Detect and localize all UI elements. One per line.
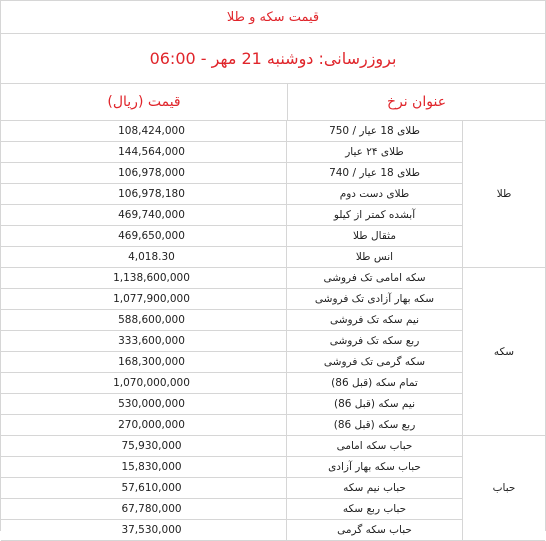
category-cell: طلا bbox=[463, 121, 546, 268]
rate-name-cell: سکه بهار آزادی تک فروشی bbox=[287, 289, 463, 310]
rate-name-cell: حباب سکه گرمی bbox=[287, 520, 463, 541]
price-cell: 1,077,900,000 bbox=[1, 289, 287, 310]
category-cell: حباب bbox=[463, 436, 546, 541]
price-table bbox=[1, 121, 545, 541]
price-cell: 270,000,000 bbox=[1, 415, 287, 436]
rate-name-cell: حباب ربع سکه bbox=[287, 499, 463, 520]
rate-name-cell: طلای 18 عیار / 750 bbox=[287, 121, 463, 142]
rate-name-cell: حباب نیم سکه bbox=[287, 478, 463, 499]
rate-name-cell: نیم سکه تک فروشی bbox=[287, 310, 463, 331]
price-cell: 469,740,000 bbox=[1, 205, 287, 226]
price-cell: 75,930,000 bbox=[1, 436, 287, 457]
price-cell: 15,830,000 bbox=[1, 457, 287, 478]
rate-name-cell: ربع سکه (قبل 86) bbox=[287, 415, 463, 436]
price-cell: 588,600,000 bbox=[1, 310, 287, 331]
header-price: قیمت (ریال) bbox=[107, 94, 181, 110]
rate-name-cell: حباب سکه امامی bbox=[287, 436, 463, 457]
price-cell: 106,978,180 bbox=[1, 184, 287, 205]
rate-name-cell: حباب سکه بهار آزادی bbox=[287, 457, 463, 478]
price-cell: 37,530,000 bbox=[1, 520, 287, 541]
rate-name-cell: سکه امامی تک فروشی bbox=[287, 268, 463, 289]
widget-title: قیمت سکه و طلا bbox=[1, 0, 545, 34]
price-cell: 1,138,600,000 bbox=[1, 268, 287, 289]
rate-name-cell: طلای ۲۴ عیار bbox=[287, 142, 463, 163]
rate-name-cell: سکه گرمی تک فروشی bbox=[287, 352, 463, 373]
price-cell: 67,780,000 bbox=[1, 499, 287, 520]
table-row bbox=[1, 436, 545, 457]
price-cell: 530,000,000 bbox=[1, 394, 287, 415]
rate-name-cell: مثقال طلا bbox=[287, 226, 463, 247]
rate-name-cell: تمام سکه (قبل 86) bbox=[287, 373, 463, 394]
price-cell: 57,610,000 bbox=[1, 478, 287, 499]
rate-name-cell: طلای 18 عیار / 740 bbox=[287, 163, 463, 184]
rate-name-cell: انس طلا bbox=[287, 247, 463, 268]
table-row bbox=[1, 121, 545, 142]
price-cell: 469,650,000 bbox=[1, 226, 287, 247]
price-cell: 333,600,000 bbox=[1, 331, 287, 352]
price-cell: 144,564,000 bbox=[1, 142, 287, 163]
header-rate-title: عنوان نرخ bbox=[287, 84, 545, 120]
price-cell: 4,018.30 bbox=[1, 247, 287, 268]
rate-name-cell: ربع سکه تک فروشی bbox=[287, 331, 463, 352]
table-row bbox=[1, 268, 545, 289]
price-cell: 1,070,000,000 bbox=[1, 373, 287, 394]
update-timestamp: بروزرسانی: دوشنبه 21 مهر - 06:00 bbox=[1, 34, 545, 84]
rate-name-cell: طلای دست دوم bbox=[287, 184, 463, 205]
rate-name-cell: نیم سکه (قبل 86) bbox=[287, 394, 463, 415]
category-cell: سکه bbox=[463, 268, 546, 436]
table-header bbox=[1, 84, 545, 121]
price-cell: 106,978,000 bbox=[1, 163, 287, 184]
rate-name-cell: آبشده کمتر از کیلو bbox=[287, 205, 463, 226]
price-cell: 168,300,000 bbox=[1, 352, 287, 373]
price-cell: 108,424,000 bbox=[1, 121, 287, 142]
